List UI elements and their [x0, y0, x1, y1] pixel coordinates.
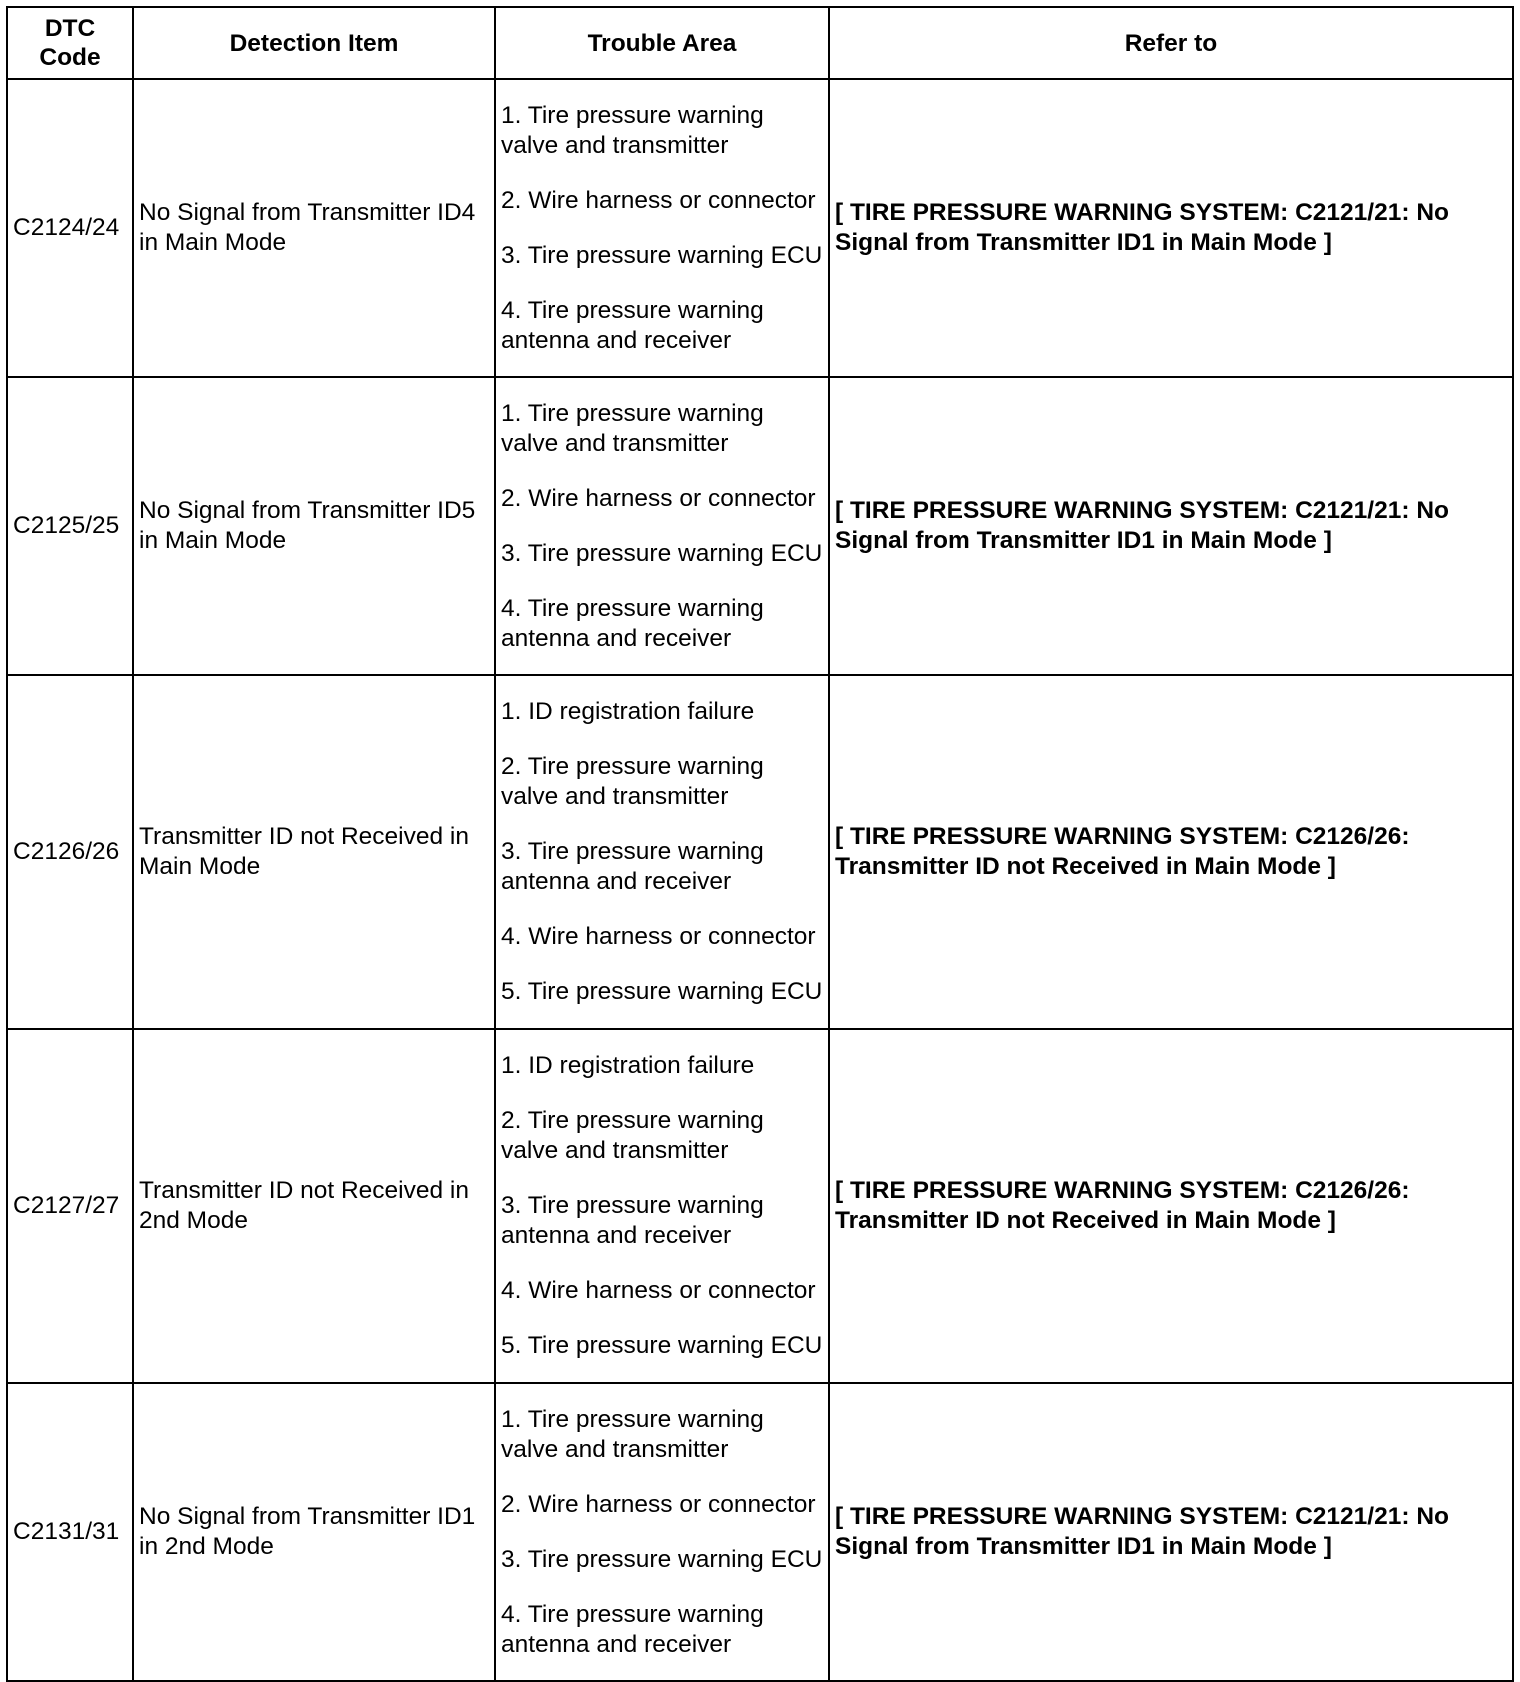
trouble-area-item: 2. Tire pressure warning valve and transmitter — [501, 753, 764, 810]
header-detection-item: Detection Item — [133, 7, 495, 79]
refer-to-cell: [ TIRE PRESSURE WARNING SYSTEM: C2126/26: Transmitter ID not Received in Main Mode ] — [829, 1029, 1513, 1383]
dtc-table — [6, 6, 1514, 1682]
header-dtc-code-line2: Code — [39, 44, 101, 71]
refer-to-cell: [ TIRE PRESSURE WARNING SYSTEM: C2121/21: No Signal from Transmitter ID1 in Main Mode ] — [829, 377, 1513, 675]
trouble-area-item: 3. Tire pressure warning ECU — [501, 539, 823, 567]
table-row — [7, 79, 1513, 377]
trouble-area-item: 2. Wire harness or connector — [501, 1490, 816, 1518]
trouble-area-cell — [495, 1029, 829, 1383]
trouble-area-cell — [495, 675, 829, 1029]
trouble-area-item: 1. Tire pressure warning valve and transmitter — [501, 399, 764, 457]
table-body — [7, 79, 1513, 1681]
detection-item-cell: No Signal from Transmitter ID4 in Main Mode — [133, 79, 495, 377]
trouble-area-cell — [495, 79, 829, 377]
dtc-code-cell: C2127/27 — [7, 1029, 133, 1383]
trouble-area-item: 1. ID registration failure — [501, 698, 755, 725]
trouble-area-cell — [495, 377, 829, 675]
header-dtc-code — [7, 7, 133, 79]
refer-to-cell: [ TIRE PRESSURE WARNING SYSTEM: C2121/21: No Signal from Transmitter ID1 in Main Mode ] — [829, 79, 1513, 377]
header-dtc-code-line1: DTC — [44, 15, 96, 42]
trouble-area-item: 4. Tire pressure warning antenna and receiver — [501, 1600, 764, 1658]
table-row — [7, 1383, 1513, 1681]
dtc-table-container — [6, 6, 1512, 1680]
trouble-area-item: 4. Tire pressure warning antenna and receiver — [501, 594, 764, 652]
trouble-area-item: 2. Wire harness or connector — [501, 484, 816, 512]
dtc-code-cell: C2131/31 — [7, 1383, 133, 1681]
dtc-code-cell: C2124/24 — [7, 79, 133, 377]
trouble-area-item: 1. Tire pressure warning valve and transmitter — [501, 101, 764, 159]
table-header-row — [7, 7, 1513, 79]
trouble-area-item: 5. Tire pressure warning ECU — [501, 1332, 823, 1359]
refer-to-cell: [ TIRE PRESSURE WARNING SYSTEM: C2121/21: No Signal from Transmitter ID1 in Main Mode ] — [829, 1383, 1513, 1681]
detection-item-cell: Transmitter ID not Received in 2nd Mode — [133, 1029, 495, 1383]
trouble-area-item: 4. Wire harness or connector — [501, 1277, 816, 1304]
trouble-area-item: 5. Tire pressure warning ECU — [501, 978, 823, 1005]
trouble-area-item: 1. ID registration failure — [501, 1052, 755, 1079]
refer-to-cell: [ TIRE PRESSURE WARNING SYSTEM: C2126/26: Transmitter ID not Received in Main Mode ] — [829, 675, 1513, 1029]
table-row — [7, 675, 1513, 1029]
dtc-code-cell: C2125/25 — [7, 377, 133, 675]
header-trouble-area: Trouble Area — [495, 7, 829, 79]
table-row — [7, 377, 1513, 675]
detection-item-cell: No Signal from Transmitter ID5 in Main Mode — [133, 377, 495, 675]
trouble-area-item: 3. Tire pressure warning antenna and receiver — [501, 838, 764, 895]
trouble-area-item: 3. Tire pressure warning ECU — [501, 241, 823, 269]
dtc-code-cell: C2126/26 — [7, 675, 133, 1029]
trouble-area-item: 4. Tire pressure warning antenna and receiver — [501, 296, 764, 354]
table-row — [7, 1029, 1513, 1383]
trouble-area-item: 2. Tire pressure warning valve and transmitter — [501, 1107, 764, 1164]
detection-item-cell: No Signal from Transmitter ID1 in 2nd Mode — [133, 1383, 495, 1681]
trouble-area-item: 4. Wire harness or connector — [501, 923, 816, 950]
trouble-area-item: 2. Wire harness or connector — [501, 186, 816, 214]
trouble-area-cell — [495, 1383, 829, 1681]
trouble-area-item: 3. Tire pressure warning antenna and receiver — [501, 1192, 764, 1249]
trouble-area-item: 1. Tire pressure warning valve and transmitter — [501, 1405, 764, 1463]
header-refer-to: Refer to — [829, 7, 1513, 79]
detection-item-cell: Transmitter ID not Received in Main Mode — [133, 675, 495, 1029]
trouble-area-item: 3. Tire pressure warning ECU — [501, 1545, 823, 1573]
